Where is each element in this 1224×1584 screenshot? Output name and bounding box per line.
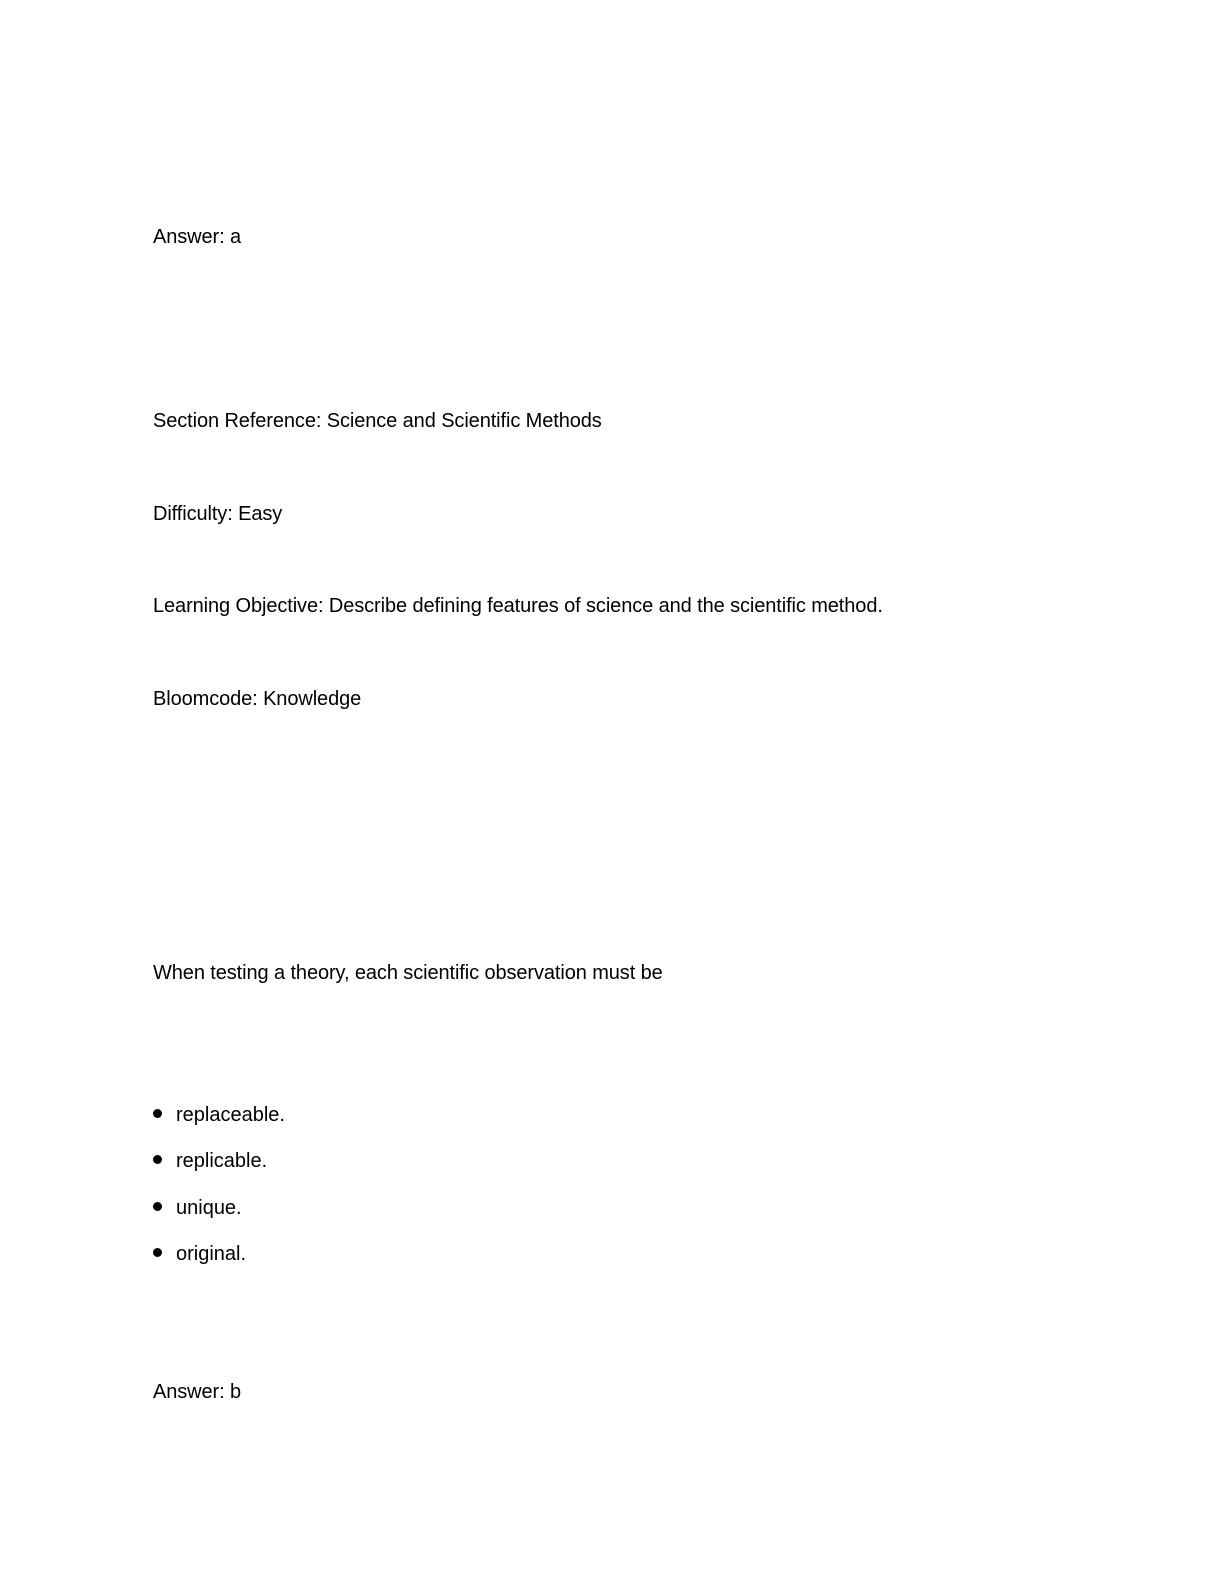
list-item bbox=[153, 1149, 267, 1173]
question-text: When testing a theory, each scientific observation must be bbox=[153, 962, 663, 984]
difficulty: Difficulty: Easy bbox=[153, 503, 283, 525]
option-text: original. bbox=[176, 1243, 247, 1265]
learning-objective: Learning Objective: Describe defining features of science and the scientific method. bbox=[153, 595, 883, 617]
option-text: replaceable. bbox=[176, 1104, 285, 1126]
option-text: replicable. bbox=[176, 1150, 268, 1172]
list-item bbox=[153, 1103, 285, 1127]
bloomcode: Bloomcode: Knowledge bbox=[153, 688, 362, 710]
bullet-icon bbox=[153, 1155, 162, 1164]
answer-line: Answer: a bbox=[153, 226, 242, 248]
option-text: unique. bbox=[176, 1197, 242, 1219]
bullet-icon bbox=[153, 1248, 162, 1257]
list-item bbox=[153, 1196, 242, 1220]
section-reference: Section Reference: Science and Scientific Methods bbox=[153, 410, 602, 432]
answer-line: Answer: b bbox=[153, 1381, 242, 1403]
bullet-icon bbox=[153, 1109, 162, 1118]
bullet-icon bbox=[153, 1202, 162, 1211]
list-item bbox=[153, 1242, 246, 1266]
